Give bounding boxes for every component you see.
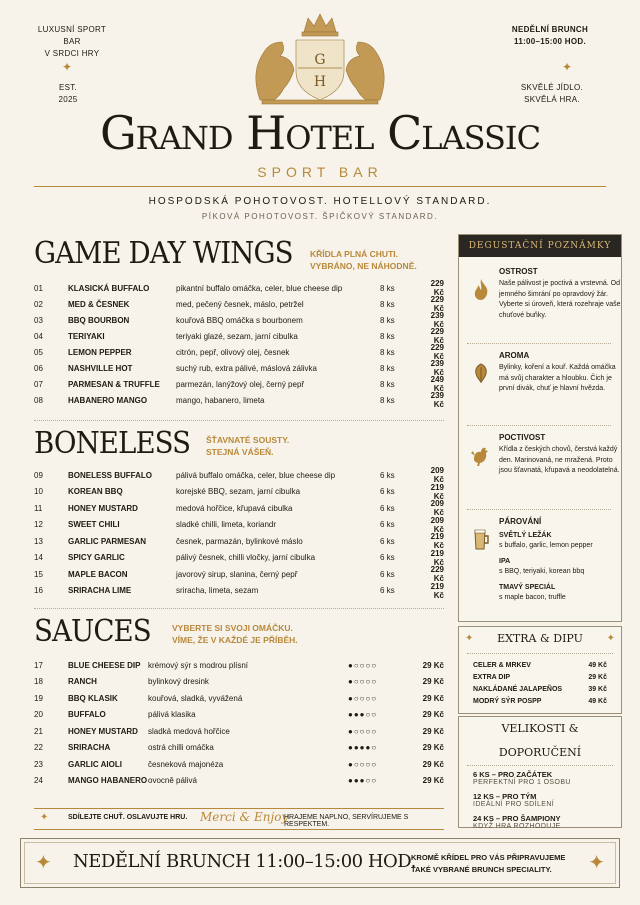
list-item	[459, 684, 621, 696]
header-left-top-line2: V SRDCI HRY	[44, 49, 100, 58]
list-item	[34, 756, 444, 772]
note-title: PÁROVÁNÍ	[499, 517, 542, 526]
sizes-title: VELIKOSTI & DOPORUČENÍ	[498, 722, 582, 759]
heat-rating: ●●●○○	[348, 710, 378, 719]
item-number: 06	[34, 363, 43, 373]
item-price: 239 Kč	[430, 391, 444, 409]
size-note: KDYŽ HRA ROZHODUJE	[473, 823, 561, 830]
beer-name: IPA	[499, 558, 511, 565]
item-quantity: 6 ks	[380, 503, 395, 513]
header-est-year: 2025	[58, 95, 78, 104]
size-name: 24 KS – PRO ŠAMPIONY	[473, 814, 561, 823]
item-name: PARMESAN & TRUFFLE	[68, 379, 160, 389]
beer-name: TMAVÝ SPECIÁL	[499, 584, 556, 591]
item-price: 249 Kč	[430, 375, 444, 393]
size-note: PERFEKTNÍ PRO 1 OSOBU	[473, 779, 571, 786]
rooster-icon	[469, 443, 493, 467]
heat-rating: ●○○○○	[348, 759, 378, 769]
page-title: Grand Hotel Classic	[99, 106, 541, 160]
item-price: 239 Kč	[430, 359, 444, 377]
item-description: pálivá klasika	[148, 710, 196, 719]
header-est-label: EST.	[58, 83, 78, 92]
item-number: 24	[34, 776, 43, 785]
note-spiciness	[469, 267, 619, 341]
brunch-text-line2: TAKÉ VYBRANÉ BRUNCH SPECIALITY.	[411, 865, 552, 874]
header-divider	[34, 186, 606, 187]
item-price: 229 Kč	[430, 343, 444, 361]
item-price: 229 Kč	[430, 327, 444, 345]
item-price: 229 Kč	[430, 565, 444, 583]
item-name: KLASICKÁ BUFFALO	[68, 283, 150, 293]
sizes-panel	[458, 716, 622, 828]
note-pairing	[469, 517, 619, 617]
list-item	[34, 376, 444, 392]
note-title: AROMA	[499, 351, 530, 360]
item-description: suchý rub, extra pálivé, máslová zálivka	[176, 363, 317, 373]
item-number: 12	[34, 520, 43, 529]
sparkle-icon: ✦	[40, 812, 49, 823]
item-number: 20	[34, 710, 43, 719]
item-price: 209 Kč	[430, 515, 444, 534]
brunch-banner	[20, 838, 620, 888]
note-title: OSTROST	[499, 267, 538, 276]
item-name: EXTRA DIP	[473, 674, 511, 681]
note-text: Bylinky, koření a kouř. Každá omáčka má svůj charakter a hloubku. Čich je první divák, chuť je hlavní hvězda.	[499, 364, 616, 392]
item-description: ovocně pálivá	[148, 776, 197, 785]
item-quantity: 8 ks	[380, 283, 395, 293]
item-name: SPICY GARLIC	[68, 553, 125, 562]
item-number: 03	[34, 315, 43, 325]
svg-text:H: H	[313, 74, 327, 90]
beer-glass-icon	[469, 527, 493, 551]
tagline-secondary: PÍKOVÁ POHOTOVOST. ŠPIČKOVÝ STANDARD.	[201, 212, 439, 221]
svg-text:G: G	[314, 52, 326, 68]
note-text: Naše pálivost je poctivá a vrstevná. Od jemného šimrání po opravdový žár. Vyberte si úroveň, která rozehraje vaše chuťové buňky.	[499, 280, 621, 319]
tagline: HOSPODSKÁ POHOTOVOST. HOTELLOVÝ STANDARD.	[148, 196, 492, 207]
footer-motto: HRAJEME NAPLNO, SERVÍRUJEME S RESPEKTEM.	[284, 814, 409, 828]
item-price: 209 Kč	[430, 499, 444, 517]
item-name: MODRÝ SÝR POSPP	[473, 698, 542, 705]
item-name: LEMON PEPPER	[68, 347, 132, 357]
item-number: 04	[34, 331, 43, 341]
item-price: 49 Kč	[588, 698, 607, 705]
item-price: 29 Kč	[422, 677, 444, 686]
item-description: med, pečený česnek, máslo, petržel	[176, 299, 304, 309]
heat-rating: ●○○○○	[348, 677, 378, 686]
note-title: POCTIVOST	[499, 433, 546, 442]
wings-title: GAME DAY WINGS	[34, 236, 293, 271]
item-name: SWEET CHILI	[68, 520, 120, 529]
list-item	[34, 484, 444, 500]
item-name: SRIRACHA	[68, 743, 111, 752]
list-item	[34, 583, 444, 599]
item-name: BLUE CHEESE DIP	[68, 660, 141, 670]
item-description: parmezán, lanýžový olej, černý pepř	[176, 379, 305, 389]
item-price: 229 Kč	[430, 295, 444, 313]
heat-rating: ●○○○○	[348, 726, 378, 736]
note-aroma	[469, 351, 619, 423]
sparkle-icon: ✦	[588, 852, 605, 874]
item-description: kouřová, sladká, vyvážená	[148, 693, 243, 703]
item-number: 13	[34, 536, 43, 546]
header-est	[56, 82, 80, 106]
item-quantity: 8 ks	[380, 395, 395, 405]
header-right-bottom-line1: SKVĚLÉ JÍDLO.	[520, 83, 584, 92]
list-item	[34, 707, 444, 723]
boneless-tagline	[206, 434, 289, 458]
tasting-notes-panel	[458, 234, 622, 622]
item-price: 29 Kč	[422, 776, 444, 785]
item-quantity: 6 ks	[380, 470, 395, 480]
list-item	[459, 672, 621, 684]
brunch-text	[411, 852, 565, 876]
item-number: 02	[34, 299, 43, 309]
brunch-title: NEDĚLNÍ BRUNCH 11:00–15:00 HOD.	[73, 851, 416, 872]
header-left-top-line1: LUXUSNÍ SPORT BAR	[37, 25, 107, 46]
item-name: MANGO HABANERO	[68, 776, 148, 785]
item-price: 29 Kč	[422, 660, 444, 670]
heat-rating: ●○○○○	[348, 693, 378, 703]
note-text: Křídla z českých chovů, čerstvá každý den. Marinovaná, ne mražená. Proto jsou šťavnatá, křupavá a neodolatelná.	[499, 446, 620, 474]
list-item	[34, 296, 444, 312]
footer-script: Merci & Enjoy	[200, 810, 289, 824]
item-price: 219 Kč	[430, 532, 444, 550]
wings-tag-line2: VYBRÁNO, NE NÁHODNĚ.	[310, 261, 417, 271]
sauces-title: SAUCES	[34, 614, 151, 649]
item-number: 07	[34, 379, 43, 389]
list-item	[34, 467, 444, 483]
beer-pairing: s buffalo, garlic, lemon pepper	[499, 542, 593, 549]
item-price: 29 Kč	[422, 710, 444, 719]
item-name: CELER & MRKEV	[473, 662, 531, 669]
extras-panel	[458, 626, 622, 714]
item-price: 239 Kč	[430, 311, 444, 329]
heat-rating: ●●●○○	[348, 776, 378, 785]
item-description: pálivá buffalo omáčka, celer, blue cheese dip	[176, 470, 336, 480]
item-number: 11	[34, 503, 43, 513]
item-number: 22	[34, 743, 43, 752]
list-item	[34, 533, 444, 549]
item-quantity: 8 ks	[380, 347, 395, 357]
item-description: medová hořčice, křupavá cibulka	[176, 503, 293, 513]
item-description: javorový sirup, slanina, černý pepř	[176, 569, 298, 579]
item-description: česneková majonéza	[148, 759, 224, 769]
extras-header	[459, 629, 621, 649]
crest-logo	[240, 12, 400, 107]
item-description: pálivý česnek, chilli vločky, jarní cibulka	[176, 553, 316, 562]
item-description: krémový sýr s modrou plísní	[148, 660, 249, 670]
item-number: 14	[34, 553, 43, 562]
item-price: 209 Kč	[430, 466, 444, 484]
list-item	[34, 392, 444, 408]
list-item	[34, 566, 444, 582]
beer-name: SVĚTLÝ LEŽÁK	[499, 532, 552, 539]
item-name: BUFFALO	[68, 710, 106, 719]
boneless-tag-line1: ŠŤAVNATÉ SOUSTY.	[206, 435, 290, 445]
list-item	[459, 696, 621, 708]
item-quantity: 6 ks	[380, 520, 395, 529]
item-price: 219 Kč	[430, 482, 444, 501]
list-item	[34, 773, 444, 789]
list-item	[34, 344, 444, 360]
item-name: NASHVILLE HOT	[68, 363, 133, 373]
item-name: GARLIC AIOLI	[68, 759, 122, 769]
footer-strip	[34, 808, 444, 830]
item-number: 09	[34, 470, 43, 480]
note-honesty	[469, 433, 619, 505]
item-quantity: 8 ks	[380, 315, 395, 325]
item-number: 10	[34, 487, 43, 496]
item-name: BONELESS BUFFALO	[68, 470, 153, 480]
item-description: česnek, parmazán, bylinkové máslo	[176, 536, 303, 546]
sparkle-icon: ✦	[562, 60, 573, 74]
item-number: 17	[34, 660, 43, 670]
header-right-top-line2: 11:00–15:00 HOD.	[514, 37, 586, 46]
brunch-text-line1: KROMĚ KŘÍDEL PRO VÁS PŘIPRAVUJEME	[411, 853, 566, 862]
item-price: 29 Kč	[422, 743, 444, 752]
heat-rating: ●○○○○	[348, 660, 378, 670]
item-description: ostrá chilli omáčka	[148, 743, 214, 752]
item-price: 219 Kč	[430, 548, 444, 567]
item-name: MED & ČESNEK	[68, 299, 130, 309]
item-name: TERIYAKI	[68, 331, 105, 341]
header-right-top-line1: NEDĚLNÍ BRUNCH	[511, 25, 589, 34]
item-name: HONEY MUSTARD	[68, 503, 138, 513]
item-name: SRIRACHA LIME	[68, 586, 132, 595]
size-note: IDEÁLNÍ PRO SDÍLENÍ	[473, 801, 555, 808]
beer-pairing: s BBQ, teriyaki, korean bbq	[499, 568, 585, 575]
item-number: 19	[34, 693, 43, 703]
item-description: sriracha, limeta, sezam	[176, 586, 259, 595]
item-name: GARLIC PARMESAN	[68, 536, 147, 546]
item-description: citrón, pepř, olivový olej, česnek	[176, 347, 290, 357]
beer-pairing: s maple bacon, truffle	[499, 594, 566, 601]
sparkle-icon: ✦	[465, 633, 474, 644]
list-item	[34, 690, 444, 706]
item-description: mango, habanero, limeta	[176, 395, 265, 405]
item-description: pikantní buffalo omáčka, celer, blue cheese dip	[176, 283, 343, 293]
list-item	[34, 723, 444, 739]
item-number: 16	[34, 586, 43, 595]
list-item	[34, 280, 444, 296]
item-description: bylinkový dresink	[148, 677, 209, 686]
header-right-top	[500, 24, 600, 48]
item-quantity: 8 ks	[380, 379, 395, 389]
item-quantity: 6 ks	[380, 487, 395, 496]
note-separator	[467, 343, 611, 344]
note-separator	[467, 509, 611, 510]
wings-tag-line1: KŘÍDLA PLNÁ CHUTI.	[310, 249, 398, 259]
item-price: 29 Kč	[588, 674, 607, 681]
note-separator	[467, 425, 611, 426]
item-name: HONEY MUSTARD	[68, 726, 138, 736]
pairing-list	[499, 531, 623, 603]
leaf-icon	[469, 361, 493, 385]
sizes-divider	[467, 765, 613, 766]
item-quantity: 6 ks	[380, 536, 395, 546]
item-name: HABANERO MANGO	[68, 395, 148, 405]
item-price: 29 Kč	[422, 693, 444, 703]
header-left-top	[30, 24, 114, 60]
sparkle-icon: ✦	[35, 852, 52, 874]
item-number: 15	[34, 569, 43, 579]
item-quantity: 6 ks	[380, 586, 395, 595]
list-item	[34, 657, 444, 673]
sauces-list	[34, 657, 444, 791]
item-number: 21	[34, 726, 43, 736]
item-description: teriyaki glazé, sezam, jarní cibulka	[176, 331, 298, 341]
item-name: RANCH	[68, 677, 97, 686]
boneless-tag-line2: STEJNÁ VÁŠEŇ.	[206, 447, 274, 457]
item-name: BBQ KLASIK	[68, 693, 118, 703]
list-item	[34, 500, 444, 516]
item-price: 29 Kč	[422, 726, 444, 736]
item-quantity: 6 ks	[380, 569, 395, 579]
sparkle-icon: ✦	[62, 60, 73, 74]
item-description: korejské BBQ, sezam, jarní cibulka	[176, 487, 301, 496]
item-quantity: 6 ks	[380, 553, 395, 562]
list-item	[34, 312, 444, 328]
boneless-title: BONELESS	[34, 426, 191, 461]
list-item	[34, 517, 444, 533]
list-item	[34, 328, 444, 344]
item-price: 29 Kč	[422, 759, 444, 769]
sauces-tagline	[172, 622, 298, 646]
sparkle-icon: ✦	[606, 633, 615, 644]
item-description: sladké chilli, limeta, koriandr	[176, 520, 277, 529]
sauces-tag-line2: VÍME, ŽE V KAŽDÉ JE PŘÍBĚH.	[172, 635, 298, 645]
sizes-list	[459, 770, 621, 830]
list-item	[34, 674, 444, 690]
wings-list	[34, 280, 444, 412]
item-description: kouřová BBQ omáčka s bourbonem	[176, 315, 303, 325]
item-number: 23	[34, 759, 43, 769]
item-number: 08	[34, 395, 43, 405]
item-quantity: 8 ks	[380, 331, 395, 341]
size-name: 12 KS – PRO TÝM	[473, 792, 537, 801]
heat-rating: ●●●●○	[348, 743, 378, 752]
item-name: BBQ BOURBON	[68, 315, 130, 325]
sauces-tag-line1: VYBERTE SI SVOJI OMÁČKU.	[172, 623, 293, 633]
section-divider	[34, 608, 444, 609]
item-quantity: 8 ks	[380, 363, 395, 373]
section-divider	[34, 420, 444, 421]
item-price: 39 Kč	[588, 686, 607, 693]
extras-title: EXTRA & DIPU	[497, 632, 583, 645]
item-number: 18	[34, 677, 43, 686]
item-name: MAPLE BACON	[68, 569, 128, 579]
list-item	[34, 740, 444, 756]
footer-slogan: SDÍLEJTE CHUŤ. OSLAVUJTE HRU.	[68, 814, 188, 821]
item-name: KOREAN BBQ	[68, 487, 123, 496]
item-number: 01	[34, 283, 43, 293]
boneless-list	[34, 467, 444, 599]
extras-divider	[467, 653, 613, 654]
flame-icon	[469, 277, 493, 301]
list-item	[459, 660, 621, 672]
size-name: 6 KS – PRO ZAČÁTEK	[473, 770, 553, 779]
tasting-notes-title: DEGUSTAČNÍ POZNÁMKY	[459, 235, 621, 257]
item-quantity: 8 ks	[380, 299, 395, 309]
page-subtitle: SPORT BAR	[257, 164, 383, 180]
item-name: NAKLÁDANÉ JALAPEÑOS	[473, 686, 563, 693]
item-price: 229 Kč	[430, 279, 444, 297]
item-price: 219 Kč	[430, 581, 444, 600]
item-description: sladká medová hořčice	[148, 726, 230, 736]
item-number: 05	[34, 347, 43, 357]
wings-tagline	[310, 248, 417, 272]
list-item	[34, 550, 444, 566]
header-right-bottom-line2: SKVĚLÁ HRA.	[524, 95, 580, 104]
header-right-bottom	[510, 82, 594, 106]
list-item	[34, 360, 444, 376]
item-price: 49 Kč	[588, 662, 607, 669]
